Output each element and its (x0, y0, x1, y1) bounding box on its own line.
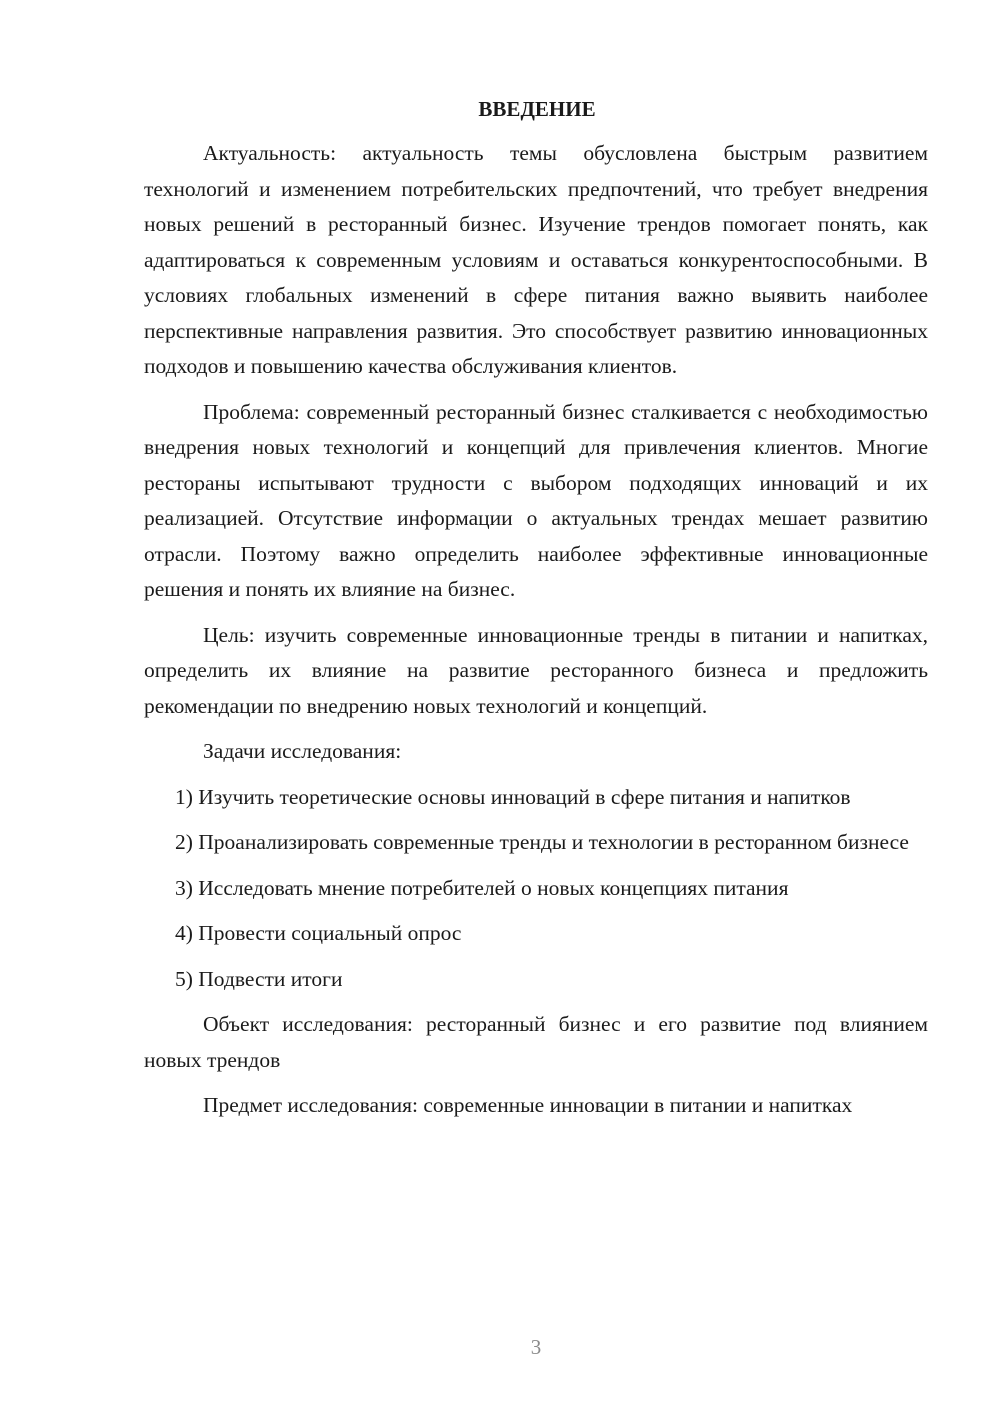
task-item: 1) Изучить теоретические основы инноваций в сфере питания и напитков (175, 784, 851, 809)
goal-paragraph: Цель: изучить современные инновационные тренды в питании и напитках, определить их влияние на развитие ресторанного бизнеса и предложить рекомендации по внедрению новых технологий и концепций. (144, 622, 928, 718)
task-item: 3) Исследовать мнение потребителей о новых концепциях питания (175, 875, 789, 900)
page-number: 3 (530, 1335, 542, 1359)
task-item: 4) Провести социальный опрос (175, 921, 462, 945)
tasks-list (144, 780, 928, 998)
object-paragraph: Объект исследования: ресторанный бизнес и его развитие под влиянием новых трендов (144, 1012, 928, 1072)
task-item: 2) Проанализировать современные тренды и технологии в ресторанном бизнесе (175, 830, 909, 854)
document-page (144, 94, 928, 1134)
problem-paragraph: Проблема: современный ресторанный бизнес сталкивается с необходимостью внедрения новых технологий и концепций для привлечения клиентов. Многие рестораны испытывают трудности с выбором подходящих инноваций и их реализацией. Отсутствие информации о актуальных трендах мешает развитию отрасли. Поэтому важно определить наиболее эффективные инновационные решения и понять их влияние на бизнес. (144, 399, 928, 601)
section-heading: ВВЕДЕНИЕ (478, 97, 596, 121)
relevance-paragraph: Актуальность: актуальность темы обусловлена быстрым развитием технологий и изменением потребительских предпочтений, что требует внедрения новых решений в ресторанный бизнес. Изучение трендов помогает понять, как адаптироваться к современным условиям и оставаться конкурентоспособными. В условиях глобальных изменений в сфере питания важно выявить наиболее перспективные направления развития. Это способствует развитию инновационных подходов и повышению качества обслуживания клиентов. (144, 141, 928, 378)
task-item: 5) Подвести итоги (175, 966, 343, 991)
tasks-title: Задачи исследования: (203, 739, 402, 763)
subject-paragraph: Предмет исследования: современные инновации в питании и напитках (203, 1093, 853, 1117)
